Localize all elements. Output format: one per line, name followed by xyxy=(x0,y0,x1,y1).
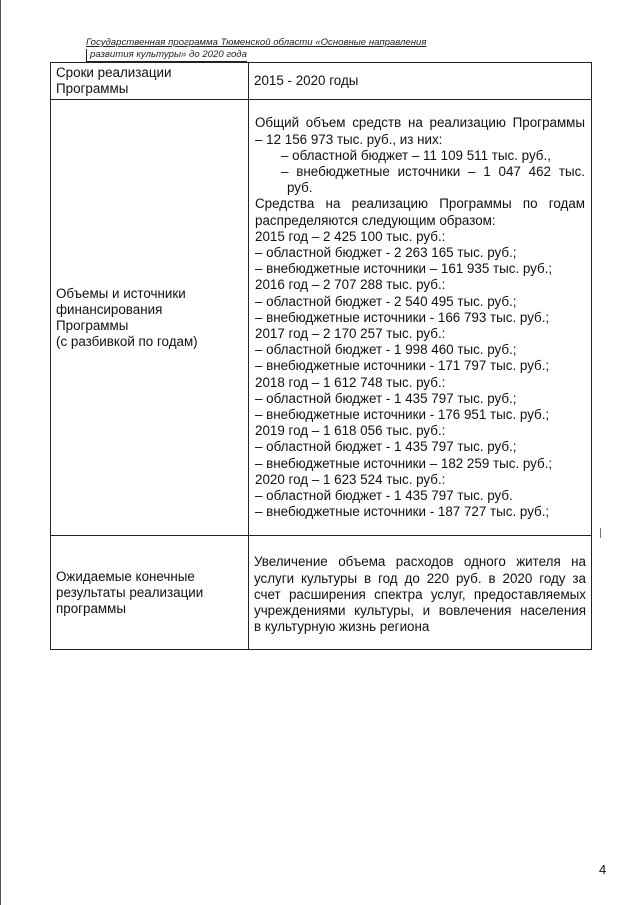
funding-line: 2019 год – 1 618 056 тыс. руб.: xyxy=(255,423,446,439)
funding-line: – внебюджетные источники – 161 935 тыс. руб.; xyxy=(255,261,553,277)
funding-label-line: Программы xyxy=(56,317,129,333)
header-line-1: Государственная программа Тюменской области «Основные направления xyxy=(86,37,427,48)
results-label-line: результаты реализации xyxy=(56,584,204,600)
running-header xyxy=(86,37,446,62)
funding-label-line: финансирования xyxy=(56,301,163,317)
scan-mark xyxy=(600,528,601,538)
funding-label xyxy=(51,100,249,536)
period-value: 2015 - 2020 годы xyxy=(249,63,592,100)
funding-line: 2015 год – 2 425 100 тыс. руб.: xyxy=(255,228,446,244)
results-label-line: программы xyxy=(56,601,126,616)
results-label-line: Ожидаемые конечные xyxy=(56,568,195,584)
funding-line: – областной бюджет - 1 435 797 тыс. руб.; xyxy=(255,439,517,455)
funding-line: – областной бюджет - 2 540 495 тыс. руб.; xyxy=(255,293,517,309)
funding-line: – 12 156 973 тыс. руб., из них: xyxy=(255,131,443,147)
funding-line: Общий объем средств на реализацию Программы xyxy=(255,115,585,131)
table-row-results xyxy=(51,536,592,650)
results-line: учреждениями культуры, и вовлечения населения xyxy=(254,603,586,619)
results-line: в культурную жизнь региона xyxy=(254,619,430,635)
funding-line: – внебюджетные источники - 171 797 тыс. руб.; xyxy=(255,358,550,374)
period-label-line: Сроки реализации xyxy=(56,65,172,80)
funding-value xyxy=(249,100,592,536)
funding-line: – областной бюджет - 1 435 797 тыс. руб.; xyxy=(255,390,517,406)
program-passport-table xyxy=(50,62,592,650)
header-line-2: развития культуры» до 2020 года xyxy=(86,49,247,62)
period-label-line: Программы xyxy=(56,81,129,97)
scan-edge-left xyxy=(0,0,1,905)
page-number: 4 xyxy=(599,862,607,877)
funding-line: распределяются следующим образом: xyxy=(255,212,496,228)
funding-line: руб. xyxy=(287,180,313,196)
funding-line: – областной бюджет – 11 109 511 тыс. руб., xyxy=(281,147,551,163)
funding-line: 2016 год – 2 707 288 тыс. руб.: xyxy=(255,277,446,293)
results-label xyxy=(51,536,249,650)
funding-line: 2018 год – 1 612 748 тыс. руб.: xyxy=(255,374,446,390)
funding-line: – областной бюджет - 2 263 165 тыс. руб.; xyxy=(255,244,517,260)
funding-line: Средства на реализацию Программы по годам xyxy=(255,196,585,212)
funding-line: 2020 год – 1 623 524 тыс. руб.: xyxy=(255,471,446,487)
funding-line: – внебюджетные источники - 187 727 тыс. руб.; xyxy=(255,504,550,520)
results-line: услуги культуры в год до 220 руб. в 2020 году за xyxy=(254,570,586,586)
funding-line: – внебюджетные источники – 1 047 462 тыс. xyxy=(281,163,585,179)
period-label xyxy=(51,63,249,100)
funding-line: – внебюджетные источники - 176 951 тыс. руб.; xyxy=(255,407,550,423)
funding-line: – внебюджетные источники - 166 793 тыс. руб.; xyxy=(255,309,550,325)
results-value xyxy=(249,536,592,650)
funding-label-line: (с разбивкой по годам) xyxy=(56,334,198,350)
results-line: Увеличение объема расходов одного жителя на xyxy=(254,554,586,570)
funding-label-line: Объемы и источники xyxy=(56,285,186,301)
results-line: счет расширения спектра услуг, предоставляемых xyxy=(254,586,586,602)
funding-line: – внебюджетные источники – 182 259 тыс. руб.; xyxy=(255,455,553,471)
funding-line: 2017 год – 2 170 257 тыс. руб.: xyxy=(255,326,446,341)
table-row-period xyxy=(51,63,592,100)
funding-line: – областной бюджет - 1 998 460 тыс. руб.; xyxy=(255,342,517,358)
table-row-funding xyxy=(51,100,592,536)
funding-line: – областной бюджет - 1 435 797 тыс. руб. xyxy=(255,488,513,504)
